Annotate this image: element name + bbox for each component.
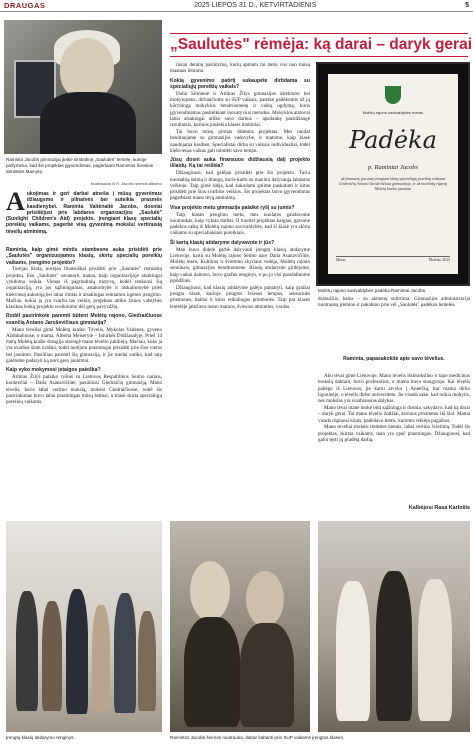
person-figure: [376, 571, 412, 721]
paragraph: Abu tėvai gimė Lietuvoje. Mano tėvelis išsimokslino ir tapo medicinos mokslų daktaru, buvo profesorius, o mama buvo slaugytoja. Kai tėvelis pabėgo iš Lietuvos, jie kartu atvyko į Ameriką, kur mama dirbo ligoninėje, o tėvelis dirbo universitete. Jie visada sakė, kad reikia mokytis, nes mokslas yra svarbiausias dalykas.: [318, 373, 470, 405]
column-3-question: Raminta, papasakokite apie savo tėvelius.: [343, 356, 445, 362]
diploma-sign-right: Molėtai, 2025: [428, 258, 450, 262]
drop-cap: A: [6, 187, 25, 216]
page-header: [0, 0, 473, 12]
person-figure: [92, 605, 110, 711]
person-figure: [42, 601, 62, 711]
paragraph: Mano tėveliai gimė Molėtų krašte. Tėvelis, Mykolas Vaitėnas, gyveno Aždubaliuose, o mama, Alberta Meiserytė – Inturkės Didžiasalyje. Prieš 14 metų Molėtų krašte draugija surengė mano tėvelio jubiliejų. Mačiau, koks ja yra svarbus šiam kraštui, todėl norėjom prasmingai prisidėti prie šios vietos bei jaunimo. Pasiūliau paremti šią gimnaziją, ir jie mielai sutiko, kad taip galėtume padaryti ką nors gero jaunimui.: [6, 326, 162, 365]
interview-question: Kokią gyvenimo patirtį sukaupėte dirbdama su specialiųjų poreikių vaikais?: [170, 77, 310, 90]
event-photo: [6, 521, 162, 732]
column-1: [6, 244, 162, 514]
newspaper-brand: DRAUGAS: [4, 1, 46, 10]
paragraph: Mano tėveliai mokėsi tremties metais, labai vertino švietimą. Todėl šis projektas, skirtas vaikams, man yra ypač prasmingas. Džiaugiuosi, kad galiu tęsti jų pradėtą darbą.: [318, 424, 470, 443]
person-figure: [336, 581, 370, 721]
paragraph: Artūras Žilys palaiko ryšius su Lietuvos Respublikos Seimo nariais, konkrečiai – Dalia Asanavičiūte, pasiūliusi Giedraičių gimnaziją. Mano tėvelis, kuris labai vertino mokslą, mokėsi Giedraičiuose, todėl šis pasirinkimas buvo labai prasmingas mūsų šeimai, o klasė skirta specialiųjų poreikių vaikams.: [6, 374, 162, 406]
column-3: [318, 373, 470, 503]
paragraph: Taip, klasės įrengimo metu, mes nuolatos gaudavome nuotraukas, kaip vyksta darbai. O tuomet projektas baigtas, gavome padėkos raštą iš Molėtų rajono savivaldybės, kad ši klasė yra skirta vaikams su specialiaisiais poreikiais.: [170, 211, 310, 237]
diploma-institution: Molėtų rajono savivaldybės meras: [362, 110, 424, 115]
family-photo-1: [170, 521, 310, 732]
paragraph: Man buvo didelė garbė dalyvauti įrengtų klasių atidaryme Lietuvoje, kartu su Molėtų rajono Seimo nare Dalia Asanavičiūte, Molėtų meru, Kultūros ir švietimo skyriaus vedėja, Molėtų rajono seniūnais, gimnazijos bendruomene. Klasių atidaryme girdėjome, kaip vaikai dainavo, buvo gražus renginys, o po jo visi pasidalinome įspūdžiais.: [170, 246, 310, 284]
interview-question: Ši kartą klasių atidaryme dalyvavote ir jūs?: [170, 239, 275, 246]
article-author: Kalbėjosi Rasa Karlošis: [408, 505, 470, 511]
photo3-caption: Ramintos Jacobs šeimos nuotrauka, dabar kabanti prie SUP vaikams įrengtos klasės.: [170, 735, 345, 740]
person-figure: [66, 589, 88, 714]
person-figure: [16, 591, 38, 711]
person-figure: [418, 579, 452, 721]
family-photo-2: [318, 521, 470, 732]
paragraph: Džiaugiuosi, kad klasių atidaryme galėjo pamatyti, kaip gražiai įrengta klasė, kurioje įrengtos šviesos lempos, sensorinės priemonės, baldai ir kitos reikalingos priemonės. Taip pat klasės lentelėje įamžinta mano mamos, šviesios atminties, vardas.: [170, 284, 310, 310]
diploma-recipient: p. Ramintai Jacobs: [367, 164, 418, 171]
diploma-sign-left: Meras: [336, 258, 346, 262]
paragraph: Džiaugiuosi, kad galėjau prisidėti prie šio projekto. Turiu nuostabią šeimą ir draugų, kurie kartu su manimi dalyvauja labdaros veikloje. Taip gimė idėja, kad aukodami galime paskatinti ir kitus prisidėti prie šios svarbios veiklos. Šis projektas buvo įgyvendintas pagerbiant mano tėvų atminimą.: [170, 170, 310, 202]
interview-question: Jūsų dosni auka finansuos didžiausią dalį projekto išlaidų. Ką tai reiškia?: [170, 157, 310, 170]
diploma-paper: [328, 74, 458, 274]
paragraph: rūsiai detalių pasiūlymų, kurių apmatu tai metu visi nuo mūsų mastaus lėmimo.: [170, 62, 310, 75]
face-shape: [60, 38, 114, 98]
paragraph: Turėjau tikslą, norėjau finansiškai prisidėti prie „Saulutės" remiamų projektų. Esu „Saulutės" savanorė, matau, kaip organizacijoje atsakingai vykdoma veikla. Vienas iš pagrindinių motyvų, kodėl renkuosi šią organizaciją, yra jos sąžiningumas, atsakomybė ir atskaitomybė prieš kiekvieną aukotoją bei labai rimtas ir atsakingas remiamos iųjėmo įrengimo. Mačiau, kokia ją yra svarbu tas veikla, projektus atliko žinios valstybės klasikos lenkų projekto sveikinimo dėl gerų pavyzdžių.: [6, 266, 162, 311]
award-diploma-image: [316, 62, 470, 286]
person-figure: [138, 611, 156, 711]
person-figure: [190, 561, 230, 621]
interview-question: Visa projekto metu gimnazija palaikė ryšį su jumis?: [170, 204, 295, 211]
issue-date: 2025 LIEPOS 31 D., KETVIRTADIENIS: [194, 2, 317, 9]
paragraph: Mano tėvai mane mokė būti sąžininga ir dosnia, sakydavo, kad ką darai – daryk gerai. Tai mano tėvelio žodžiai, kuriuos prisimenu iki šiol. Mama visada rūpinosi kitais, padėdavo tiems, kuriems reikėjo pagalbos.: [318, 404, 470, 424]
photo2-caption: Įrengtų klasių atidarymo renginys.: [6, 735, 75, 740]
diploma-title: Padėka: [349, 126, 437, 154]
column-3-top: drabužius, batus – su akmenų sutirtima. Gimnazijos administracija nuotrauką įrėmino ir pakabino prie vėl „Saulutės" padėkos lentelės.: [318, 296, 470, 309]
photo-credit: Nuotraukos iš R. Jacobs šeimos albumo: [90, 181, 162, 186]
paragraph: Tai buvo mūsų pirmas didesnis projektas. Mes nuolat bendraujame su gimnazijos vadovybe, ir matome, kaip klasė naudojama kasdien. Specialistai dirba su vaikais individualiai, todėl kiekvienas vaikas gali tobulėti savo tempu.: [170, 128, 310, 154]
diploma-signature: [336, 256, 450, 266]
person-figure: [114, 593, 136, 713]
page-number: 5: [465, 2, 469, 9]
article-lead: [6, 187, 162, 235]
article-title: „Saulutės" rėmėja: ką darai – daryk gerai: [170, 33, 468, 57]
diploma-body: už finansinę paramą įrengiant klasę specialiųjų poreikių vaikams Giedraičių Antano Jaroševičiaus gimnazijoje, ir už nuoširdų rūpestį Molėtų krašto jaunimu: [338, 176, 448, 191]
diploma-caption: Molėtų rajono savivaldybės padėka Ramintai Jacobs.: [318, 288, 427, 293]
interview-question: Kaip vyko mokymosi įstaigos paieška?: [6, 367, 101, 374]
person-figure: [184, 617, 240, 727]
interview-question: Rodėl pasirinkote paremti būtent Molėtų rajono, Giedraičiuose esančią Antano Jaroševičiaus gimnaziją?: [6, 313, 162, 326]
column-3-question-box: [318, 355, 470, 373]
coat-of-arms-icon: [385, 86, 401, 104]
person-figure: [246, 571, 284, 627]
interview-question: Raminta, kaip gimė mintis stambesne auka prisidėti prie „Saulutės" organizuojamos klasių, skirtų specialių poreikių vaikams, įrengimo projekto?: [6, 247, 162, 266]
body-shape: [40, 92, 136, 154]
portrait-photo: [4, 20, 162, 154]
paragraph: Dalia Silinienė ir Artūras Žilys gimnazijos direktorei bei mokytojoms, dirbančioms su SUP vaikais, pateikė padėkomis už jų kūrybingą mokyklos bendruomenę ir vaikų ugdymą, kuris įgyvendinamas pasitelkiant inovatyvius metodus. Mokyklos atstovai labai atsakingai atliko savo darbus – apsilankę pasidžiaugė rezultatais, kuriuos pasiekia klasės mokiniai.: [170, 90, 310, 129]
person-figure: [240, 623, 294, 727]
lead-text: ukojimas ir geri darbai atneša į mūsų gyvenimus džiaugsmo ir pilnatvės bei suteikia prasmės kasdienybei. Raminta Vaitėnaitė Jacobs, dosniai prisidėjusi prie labdaros organizacijos „Saulutė" (Sunlight Children's Aid) projekto, įrengiant klasę specialių poreikių vaikams, pagerbė visą gyvenimą mokslui vertinusią tėvelių atminimą.: [6, 191, 162, 235]
column-2: [170, 62, 310, 516]
photo1-caption: Raminta Jacobs gimnazijai įteikė simbolinę „Saulutės" lentelę, kurioje pažymima, kad šis projektas įgyvendintas, pagerbiant Ramintos šviesios atminties Mamytę.: [6, 157, 154, 174]
